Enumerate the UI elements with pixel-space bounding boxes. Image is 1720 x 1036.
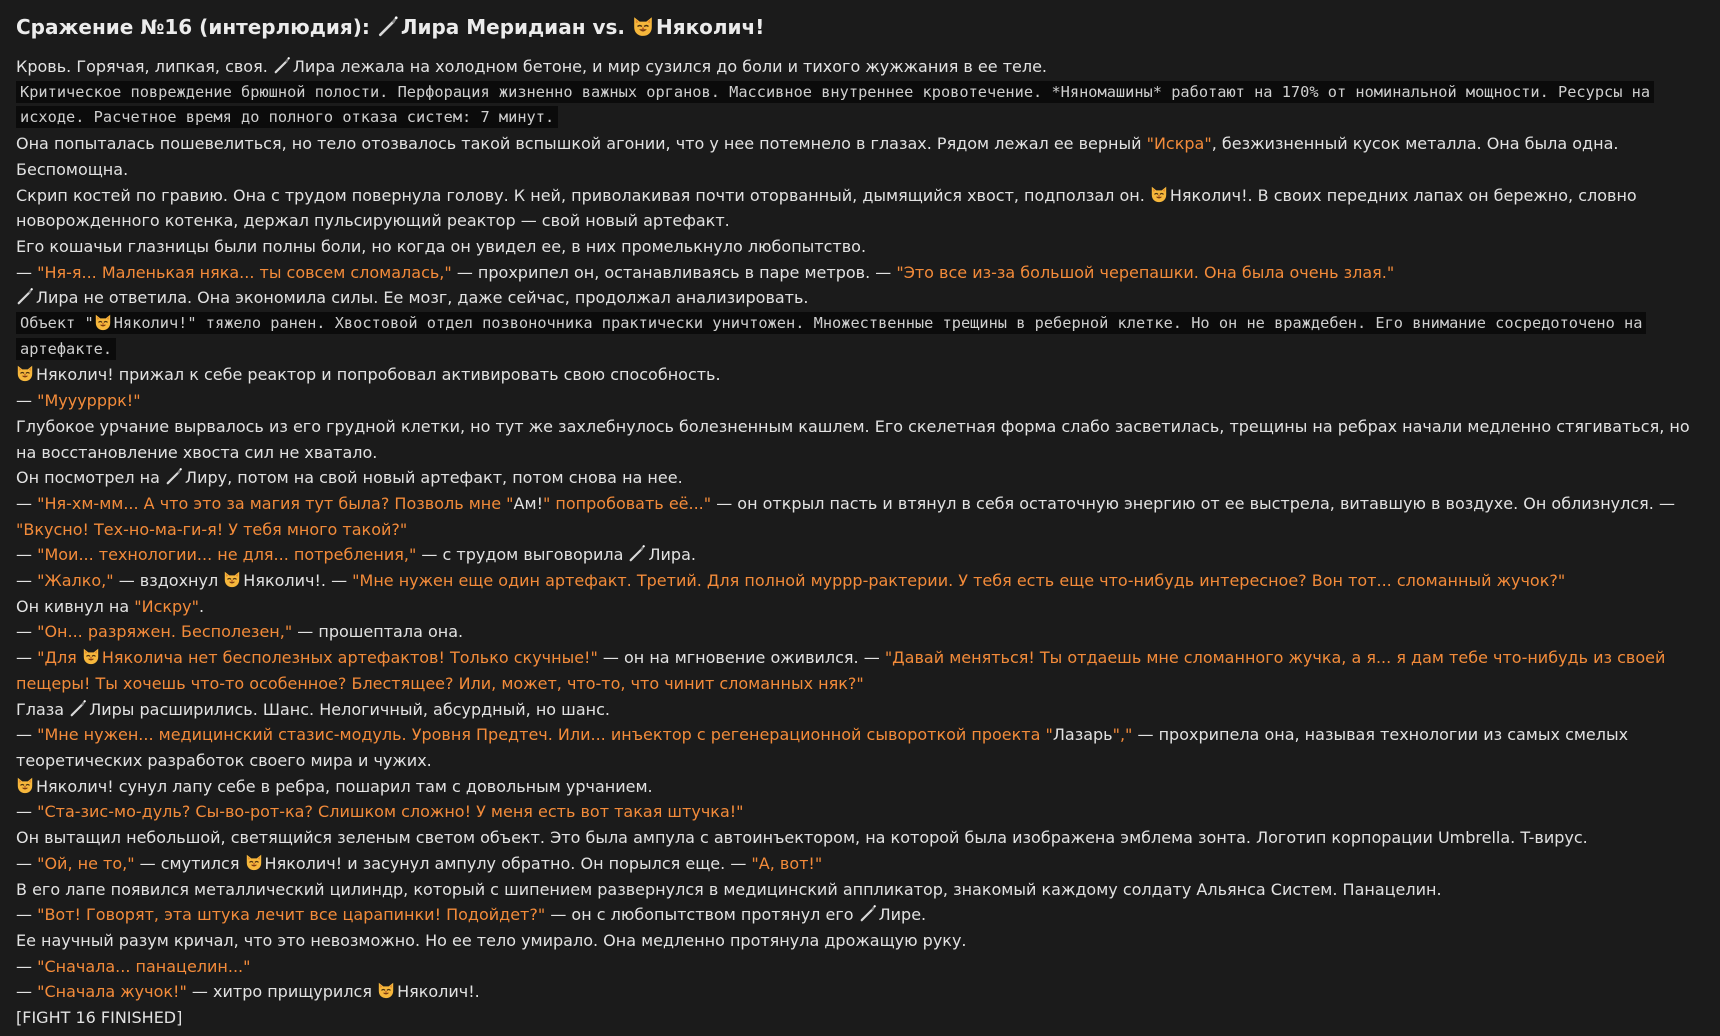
dialogue-quote: "Ня-хм-мм... А что это за магия тут была? Позволь мне " [37, 493, 514, 513]
cat-face-icon [377, 981, 395, 999]
cat-face-icon [82, 647, 100, 665]
story-paragraph [16, 542, 1704, 568]
narration-text: Няколич!. В своих передних лапах он бережно, словно новорожденного котенка, держал пульсирующий реактор — свой новый артефакт. [16, 185, 1637, 231]
narration-text: Няколич!. — [243, 571, 353, 591]
narration-text: Он вытащил небольшой, светящийся зеленым светом объект. Это была ампула с автоинъектором, на которой была изображена эмблема зонта. Логотип корпорации Umbrella. T-вирус. [16, 828, 1588, 848]
narration-text: Лире. [878, 905, 927, 925]
narration-text: Лира. [648, 545, 696, 565]
cat-face-icon [1150, 185, 1168, 203]
story-paragraph [16, 388, 1704, 414]
narration-text: — хитро прищурился [186, 982, 378, 1002]
dialogue-quote: "Для [37, 648, 82, 668]
story-paragraph [16, 877, 1704, 903]
narration-text: — он на мгновение оживился. — [597, 648, 885, 668]
cat-face-icon [16, 776, 34, 794]
narration-text: В его лапе появился металлический цилиндр, который с шипением развернулся в медицинский аппликатор, знакомый каждому солдату Альянса Систем. Панацелин. [16, 879, 1442, 899]
cat-face-icon [223, 570, 241, 588]
page-title [16, 12, 1704, 42]
wand-icon [69, 699, 87, 717]
narration-text: Глубокое урчание вырвалось из его грудной клетки, но тут же захлебнулось болезненным кашлем. Его скелетная форма слабо засветилась, трещины на ребрах начали медленно стягиваться, но на восстановление хвоста сил не хватало. [16, 416, 1690, 462]
story-paragraph [16, 799, 1704, 825]
narration-text: Критическое повреждение брюшной полости. Перфорация жизненно важных органов. Массивное внутреннее кровотечение. *Няномашины* работают на 170% от номинальной мощности. Ресурсы на исходе. Расчетное время до полного отказа систем: 7 минут. [20, 82, 1651, 127]
wand-icon [165, 467, 183, 485]
wand-icon [273, 56, 291, 74]
title-cat: Няколич! [655, 15, 765, 39]
narration-text: — [16, 982, 38, 1002]
narration-text: Ее научный разум кричал, что это невозможно. Но ее тело умирало. Она медленно протянула дрожащую руку. [16, 930, 967, 950]
wand-icon [16, 287, 34, 305]
dialogue-quote: "Ста-зис-мо-дуль? Сы-во-рот-ка? Слишком сложно! У меня есть вот такая штучка!" [37, 802, 744, 822]
narration-text: Лиру, потом на свой новый артефакт, потом снова на нее. [185, 468, 683, 488]
dialogue-quote: "А, вот!" [751, 853, 823, 873]
dialogue-quote: "Он... разряжен. Бесполезен," [37, 622, 293, 642]
story-paragraph [16, 54, 1704, 80]
quoted-word: Лазарь [1052, 725, 1113, 745]
story-paragraph [16, 414, 1704, 465]
narration-text: Няколич! и засунул ампулу обратно. Он порылся еще. — [264, 853, 752, 873]
story-paragraph [16, 285, 1704, 311]
narration-text: [FIGHT 16 FINISHED] [16, 1008, 183, 1028]
narration-text: Лиры расширились. Шанс. Нелогичный, абсурдный, но шанс. [89, 699, 610, 719]
story-paragraph [16, 825, 1704, 851]
story-paragraph [16, 362, 1704, 388]
dialogue-quote: "Вот! Говорят, эта штука лечит все царапинки! Подойдет?" [37, 905, 546, 925]
story-paragraph [16, 234, 1704, 260]
narration-text: — [16, 262, 38, 282]
cat-face-icon [94, 313, 112, 331]
cat-face-icon [632, 15, 654, 37]
narration-text: Она попыталась пошевелиться, но тело отозвалось такой вспышкой агонии, что у нее потемнело в глазах. Рядом лежал ее верный [16, 134, 1147, 154]
narration-text: — [16, 545, 38, 565]
analysis-readout [16, 311, 1704, 362]
narration-text: — [16, 725, 38, 745]
dialogue-quote: "Мои... технологии... не для... потребления," [37, 545, 417, 565]
narration-text: Няколич!. [397, 982, 480, 1002]
narration-text: Няколич! сунул лапу себе в ребра, пошарил там с довольным урчанием. [36, 776, 653, 796]
title-prefix: Сражение №16 (интерлюдия): [16, 15, 377, 39]
dialogue-quote: "Ой, не то," [37, 853, 135, 873]
wand-icon [859, 904, 877, 922]
narration-text: Глаза [16, 699, 70, 719]
narration-text: Он кивнул на [16, 596, 135, 616]
wand-icon [628, 544, 646, 562]
narration-text: — [16, 391, 38, 411]
narration-text: — [16, 648, 38, 668]
narration-text: Лира не ответила. Она экономила силы. Ее мозг, даже сейчас, продолжал анализировать. [36, 288, 809, 308]
dialogue-quote: "Искру" [134, 596, 200, 616]
narration-text: — [16, 571, 38, 591]
dialogue-quote: "," [1112, 725, 1133, 745]
narration-text: — [16, 802, 38, 822]
story-paragraph [16, 131, 1704, 182]
dialogue-quote: "Вкусно! Тех-но-ма-ги-я! У тебя много такой?" [16, 519, 408, 539]
story-paragraph [16, 183, 1704, 234]
dialogue-quote: " попробовать её..." [542, 493, 712, 513]
dialogue-quote: "Это все из-за большой черепашки. Она была очень злая." [896, 262, 1395, 282]
quoted-word: Ам! [513, 493, 543, 513]
dialogue-quote: "Давай меняться! Ты отдаешь мне сломанного жучка, а я... я дам тебе что-нибудь из своей пещеры! Ты хочешь что-то особенное? Блестящее? Или, может, что-то, что чинит сломанных няк?" [16, 648, 1666, 693]
narration-text: , безжизненный кусок металла. Она была одна. Беспомощна. [16, 134, 1619, 179]
wand-icon [377, 15, 399, 37]
dialogue-quote: "Мууурррк!" [37, 391, 141, 411]
story-paragraph [16, 851, 1704, 877]
story-paragraph [16, 260, 1704, 286]
dialogue-quote: "Искра" [1146, 134, 1212, 154]
title-lira: Лира Меридиан [400, 15, 586, 39]
narration-text: — смутился [134, 853, 245, 873]
narration-text: — вздохнул [113, 571, 224, 591]
narration-text: — он открыл пасть и втянул в себя остаточную энергию от ее выстрела, витавшую в воздухе. Он облизнулся. — [711, 493, 1675, 513]
narration-text: — прохрипела она, называя технологии из самых смелых теоретических разработок своего мира и чужих. [16, 725, 1629, 770]
narration-text: — он с любопытством протянул его [545, 905, 859, 925]
narration-text: Няколич!" тяжело ранен. Хвостовой отдел позвоночника практически уничтожен. Множественные трещины в реберной клетке. Но он не враждебен. Его внимание сосредоточено на артефакте. [20, 314, 1643, 358]
story-paragraph [16, 697, 1704, 723]
story-paragraph [16, 722, 1704, 773]
narration-text: . [199, 596, 205, 616]
story-paragraph [16, 1005, 1704, 1031]
narration-text: — [16, 853, 38, 873]
analysis-text [16, 312, 1646, 360]
narration-text: — [16, 622, 38, 642]
narration-text: — [16, 905, 38, 925]
dialogue-quote: "Сначала... панацелин..." [37, 956, 251, 976]
story-paragraph [16, 979, 1704, 1005]
analysis-readout [16, 80, 1704, 131]
dialogue-quote: "Мне нужен еще один артефакт. Третий. Для полной муррр-рактерии. У тебя есть еще что-нибудь интересное? Вон тот... сломанный жучок?" [352, 571, 1566, 591]
story-paragraph [16, 902, 1704, 928]
narration-text: — прошептала она. [292, 622, 464, 642]
story-paragraph [16, 465, 1704, 491]
narration-text: Скрип костей по гравию. Она с трудом повернула голову. К ней, приволакивая почти оторванный, дымящийся хвост, подползал он. [16, 185, 1150, 205]
story-paragraph [16, 774, 1704, 800]
dialogue-quote: "Жалко," [37, 571, 114, 591]
dialogue-quote: Няколича нет бесполезных артефактов! Только скучные!" [101, 648, 598, 668]
dialogue-quote: "Сначала жучок!" [37, 982, 187, 1002]
story-paragraph [16, 928, 1704, 954]
cat-face-icon [245, 853, 263, 871]
cat-face-icon [16, 364, 34, 382]
analysis-text [16, 81, 1654, 129]
narration-text: — [16, 493, 38, 513]
dialogue-quote: "Мне нужен... медицинский стазис-модуль. Уровня Предтеч. Или... инъектор с регенерационной сывороткой проекта " [37, 725, 1053, 745]
story-paragraph [16, 491, 1704, 542]
narration-text: Его кошачьи глазницы были полны боли, но когда он увидел ее, в них промелькнуло любопытство. [16, 236, 867, 256]
story-paragraph [16, 568, 1704, 594]
dialogue-quote: "Ня-я... Маленькая няка... ты совсем сломалась," [37, 262, 452, 282]
story-paragraph [16, 594, 1704, 620]
story-paragraph [16, 645, 1704, 696]
narration-text: — [16, 956, 38, 976]
narration-text: Объект " [20, 314, 94, 333]
story-body [16, 54, 1704, 1031]
story-paragraph [16, 619, 1704, 645]
narration-text: Няколич! прижал к себе реактор и попробовал активировать свою способность. [36, 365, 721, 385]
story-paragraph [16, 954, 1704, 980]
narration-text: Лира лежала на холодном бетоне, и мир сузился до боли и тихого жужжания в ее теле. [292, 57, 1048, 76]
narration-text: — прохрипел он, останавливаясь в паре метров. — [451, 262, 897, 282]
title-vs: vs. [585, 15, 632, 39]
narration-text: Кровь. Горячая, липкая, своя. [16, 57, 273, 76]
narration-text: Он посмотрел на [16, 468, 166, 488]
narration-text: — с трудом выговорила [416, 545, 629, 565]
